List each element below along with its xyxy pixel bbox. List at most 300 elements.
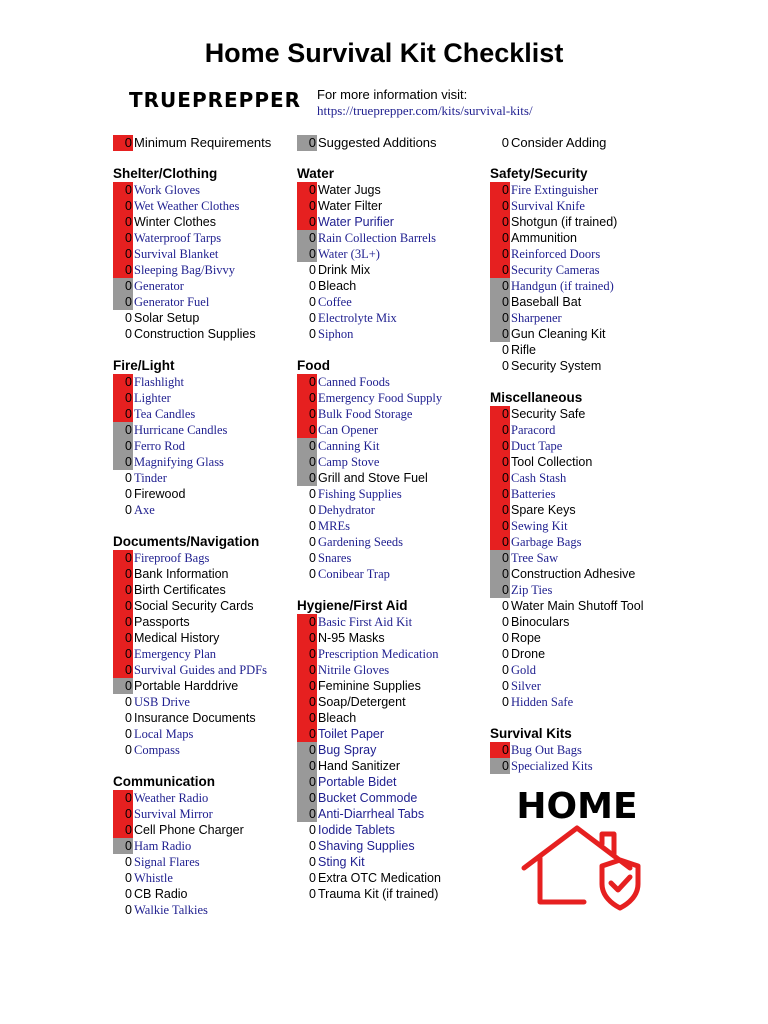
- item-label[interactable]: Generator Fuel: [134, 295, 210, 309]
- checklist-item-camp-stove[interactable]: [297, 454, 487, 470]
- item-label[interactable]: Walkie Talkies: [134, 903, 208, 917]
- item-label: Soap/Detergent: [318, 695, 406, 709]
- checklist-item-fireproof-bags[interactable]: [113, 550, 303, 566]
- checklist-item-generator[interactable]: [113, 278, 303, 294]
- item-count: 0: [113, 454, 133, 470]
- checklist-item-specialized-kits[interactable]: [490, 758, 680, 774]
- checklist-item-hurricane-candles[interactable]: [113, 422, 303, 438]
- item-label[interactable]: Siphon: [318, 327, 354, 341]
- item-label[interactable]: Whistle: [134, 871, 173, 885]
- checklist-item-axe[interactable]: [113, 502, 303, 518]
- item-count: 0: [113, 566, 133, 582]
- item-count: 0: [502, 615, 509, 629]
- checklist-item-dehydrator[interactable]: [297, 502, 487, 518]
- item-label[interactable]: Gardening Seeds: [318, 535, 404, 549]
- checklist-item-grill-and-stove-fuel: [297, 470, 487, 486]
- item-label[interactable]: Survival Knife: [511, 199, 585, 213]
- item-count: 0: [113, 614, 133, 630]
- checklist-item-water-purifier[interactable]: [297, 214, 487, 230]
- item-label[interactable]: Handgun (if trained): [511, 279, 614, 293]
- checklist-item-tea-candles[interactable]: [113, 406, 303, 422]
- checklist-item-wet-weather-clothes[interactable]: [113, 198, 303, 214]
- item-label[interactable]: Silver: [511, 679, 541, 693]
- item-label: Tool Collection: [511, 455, 593, 469]
- checklist-item-construction-supplies: [113, 326, 303, 342]
- checklist-item-signal-flares[interactable]: [113, 854, 303, 870]
- item-label[interactable]: Weather Radio: [134, 791, 209, 805]
- info-text: For more information visit:: [317, 87, 468, 102]
- checklist-item-survival-knife[interactable]: [490, 198, 680, 214]
- item-label: Grill and Stove Fuel: [318, 471, 428, 485]
- item-count: 0: [309, 263, 316, 277]
- checklist-item-tree-saw[interactable]: [490, 550, 680, 566]
- item-count: 0: [297, 774, 317, 790]
- trueprepper-logo[interactable]: TRUEPREPPER: [129, 88, 302, 112]
- item-label[interactable]: Rain Collection Barrels: [318, 231, 437, 245]
- item-label[interactable]: Magnifying Glass: [134, 455, 224, 469]
- checklist-item-bug-spray[interactable]: [297, 742, 487, 758]
- item-count: 0: [309, 519, 316, 533]
- item-label[interactable]: Garbage Bags: [511, 535, 582, 549]
- item-label[interactable]: Local Maps: [134, 727, 194, 741]
- item-label: Winter Clothes: [134, 215, 216, 229]
- item-label[interactable]: Shaving Supplies: [318, 839, 415, 853]
- item-count: 0: [113, 278, 133, 294]
- item-count: 0: [490, 406, 510, 422]
- info-block: [317, 87, 533, 119]
- checklist-item-hand-sanitizer: [297, 758, 487, 774]
- item-count: 0: [490, 246, 510, 262]
- item-count: 0: [502, 631, 509, 645]
- checklist-item-canned-foods[interactable]: [297, 374, 487, 390]
- item-label[interactable]: Fireproof Bags: [134, 551, 210, 565]
- item-label[interactable]: Lighter: [134, 391, 171, 405]
- legend-label: Consider Adding: [511, 135, 607, 150]
- item-count: 0: [490, 198, 510, 214]
- checklist-item-nitrile-gloves[interactable]: [297, 662, 487, 678]
- item-label: Firewood: [134, 487, 186, 501]
- section-heading-shelter-clothing: Shelter/Clothing: [113, 166, 218, 181]
- item-label[interactable]: Electrolyte Mix: [318, 311, 397, 325]
- checklist-item-generator-fuel[interactable]: [113, 294, 303, 310]
- item-label[interactable]: Waterproof Tarps: [134, 231, 222, 245]
- legend-swatch-gray: 0: [297, 135, 317, 151]
- item-count: 0: [297, 790, 317, 806]
- item-label: Spare Keys: [511, 503, 576, 517]
- section-heading-survival-kits: Survival Kits: [490, 726, 572, 741]
- checklist-item-garbage-bags[interactable]: [490, 534, 680, 550]
- section-spacer: [113, 342, 303, 358]
- checklist-item-trauma-kit-if-trained: [297, 886, 487, 902]
- checklist-item-weather-radio[interactable]: [113, 790, 303, 806]
- checklist-item-conibear-trap[interactable]: [297, 566, 487, 582]
- checklist-item-water-jugs: [297, 182, 487, 198]
- item-count: 0: [113, 630, 133, 646]
- checklist-item-fishing-supplies[interactable]: [297, 486, 487, 502]
- item-count: 0: [297, 742, 317, 758]
- checklist-item-toilet-paper[interactable]: [297, 726, 487, 742]
- item-count: 0: [113, 214, 133, 230]
- checklist-item-emergency-plan[interactable]: [113, 646, 303, 662]
- item-count: 0: [297, 678, 317, 694]
- column-middle: [297, 166, 487, 902]
- item-label[interactable]: Cash Stash: [511, 471, 567, 485]
- item-label[interactable]: Tinder: [134, 471, 167, 485]
- item-count: 0: [502, 359, 509, 373]
- item-count: 0: [502, 695, 509, 709]
- item-label[interactable]: Signal Flares: [134, 855, 200, 869]
- item-count: 0: [297, 694, 317, 710]
- checklist-item-bleach: [297, 710, 487, 726]
- item-count: 0: [490, 518, 510, 534]
- item-count: 0: [125, 903, 132, 917]
- checklist-item-compass[interactable]: [113, 742, 303, 758]
- item-count: 0: [125, 695, 132, 709]
- section-spacer: [490, 374, 680, 390]
- checklist-item-bulk-food-storage[interactable]: [297, 406, 487, 422]
- item-count: 0: [125, 743, 132, 757]
- item-count: 0: [502, 599, 509, 613]
- legend-label: Suggested Additions: [318, 135, 437, 150]
- item-count: 0: [297, 438, 317, 454]
- item-count: 0: [309, 279, 316, 293]
- checklist-item-construction-adhesive: [490, 566, 680, 582]
- checklist-item-batteries[interactable]: [490, 486, 680, 502]
- checklist-item-silver[interactable]: [490, 678, 680, 694]
- checklist-item-rope: [490, 630, 680, 646]
- item-label[interactable]: Tea Candles: [134, 407, 196, 421]
- checklist-item-duct-tape[interactable]: [490, 438, 680, 454]
- item-label: Water Filter: [318, 199, 383, 213]
- item-label[interactable]: Tree Saw: [511, 551, 559, 565]
- home-graphic: [492, 782, 662, 920]
- checklist-item-gardening-seeds[interactable]: [297, 534, 487, 550]
- item-count: 0: [309, 311, 316, 325]
- page-title: Home Survival Kit Checklist: [204, 38, 564, 68]
- checklist-item-walkie-talkies[interactable]: [113, 902, 303, 918]
- item-label[interactable]: Canned Foods: [318, 375, 390, 389]
- section-spacer: [113, 518, 303, 534]
- item-count: 0: [125, 487, 132, 501]
- item-label: Rope: [511, 631, 541, 645]
- legend-label: Minimum Requirements: [134, 135, 272, 150]
- section-spacer: [297, 342, 487, 358]
- home-graphic-text: HOME: [516, 786, 638, 827]
- item-label[interactable]: USB Drive: [134, 695, 190, 709]
- checklist-item-ferro-rod[interactable]: [113, 438, 303, 454]
- legend-minimum: [113, 135, 271, 151]
- section-heading-food: Food: [297, 358, 330, 373]
- checklist-item-work-gloves[interactable]: [113, 182, 303, 198]
- checklist-item-fire-extinguisher[interactable]: [490, 182, 680, 198]
- item-label[interactable]: MREs: [318, 519, 350, 533]
- checklist-item-usb-drive[interactable]: [113, 694, 303, 710]
- item-label[interactable]: Gold: [511, 663, 536, 677]
- checklist-item-shotgun-if-trained: [490, 214, 680, 230]
- item-label: Portable Harddrive: [134, 679, 239, 693]
- item-count: 0: [490, 326, 510, 342]
- legend-swatch-red: 0: [113, 135, 133, 151]
- checklist-item-sharpener[interactable]: [490, 310, 680, 326]
- item-label[interactable]: Bug Spray: [318, 743, 377, 757]
- item-label[interactable]: Basic First Aid Kit: [318, 615, 413, 629]
- checklist-item-electrolyte-mix[interactable]: [297, 310, 487, 326]
- item-count: 0: [309, 327, 316, 341]
- item-label[interactable]: Bug Out Bags: [511, 743, 582, 757]
- item-count: 0: [113, 198, 133, 214]
- item-count: 0: [490, 278, 510, 294]
- item-label[interactable]: Work Gloves: [134, 183, 200, 197]
- section-heading-communication: Communication: [113, 774, 216, 789]
- checklist-item-rifle: [490, 342, 680, 358]
- checklist-item-bucket-commode[interactable]: [297, 790, 487, 806]
- info-link[interactable]: https://trueprepper.com/kits/survival-kits/: [317, 103, 533, 118]
- item-count: 0: [113, 438, 133, 454]
- checklist-item-cell-phone-charger: [113, 822, 303, 838]
- item-count: 0: [125, 311, 132, 325]
- checklist-item-handgun-if-trained[interactable]: [490, 278, 680, 294]
- item-count: 0: [490, 454, 510, 470]
- item-label[interactable]: Axe: [134, 503, 155, 517]
- item-label: Gun Cleaning Kit: [511, 327, 606, 341]
- item-count: 0: [490, 422, 510, 438]
- item-count: 0: [490, 550, 510, 566]
- item-label[interactable]: Fishing Supplies: [318, 487, 402, 501]
- checklist-item-security-cameras[interactable]: [490, 262, 680, 278]
- item-label[interactable]: Zip Ties: [511, 583, 553, 597]
- checklist-item-survival-guides-and-pdfs[interactable]: [113, 662, 303, 678]
- checklist-item-zip-ties[interactable]: [490, 582, 680, 598]
- item-label[interactable]: Hidden Safe: [511, 695, 574, 709]
- item-label[interactable]: Paracord: [511, 423, 556, 437]
- item-count: 0: [502, 647, 509, 661]
- item-label[interactable]: Generator: [134, 279, 184, 293]
- item-label[interactable]: Camp Stove: [318, 455, 380, 469]
- checklist-item-whistle[interactable]: [113, 870, 303, 886]
- item-label[interactable]: Ham Radio: [134, 839, 192, 853]
- checklist-item-can-opener[interactable]: [297, 422, 487, 438]
- item-label: Shotgun (if trained): [511, 215, 618, 229]
- item-count: 0: [297, 374, 317, 390]
- item-count: 0: [490, 182, 510, 198]
- item-label[interactable]: Reinforced Doors: [511, 247, 601, 261]
- item-count: 0: [490, 262, 510, 278]
- item-label[interactable]: Iodide Tablets: [318, 823, 395, 837]
- checklist-item-hidden-safe[interactable]: [490, 694, 680, 710]
- item-label[interactable]: Can Opener: [318, 423, 379, 437]
- checklist-item-snares[interactable]: [297, 550, 487, 566]
- item-label: Water Main Shutoff Tool: [511, 599, 644, 613]
- checklist-item-anti-diarrheal-tabs[interactable]: [297, 806, 487, 822]
- item-label: Ammunition: [511, 231, 577, 245]
- item-label[interactable]: Coffee: [318, 295, 352, 309]
- checklist-item-portable-bidet[interactable]: [297, 774, 487, 790]
- item-label[interactable]: Survival Blanket: [134, 247, 219, 261]
- item-count: 0: [309, 823, 316, 837]
- item-count: 0: [309, 871, 316, 885]
- item-count: 0: [297, 406, 317, 422]
- checklist-item-cash-stash[interactable]: [490, 470, 680, 486]
- item-label[interactable]: Toilet Paper: [318, 727, 385, 741]
- item-count: 0: [490, 582, 510, 598]
- item-label[interactable]: Emergency Plan: [134, 647, 217, 661]
- checklist-item-local-maps[interactable]: [113, 726, 303, 742]
- item-count: 0: [309, 551, 316, 565]
- item-count: 0: [113, 422, 133, 438]
- item-count: 0: [297, 230, 317, 246]
- item-label[interactable]: Batteries: [511, 487, 556, 501]
- item-count: 0: [297, 390, 317, 406]
- item-label[interactable]: Bucket Commode: [318, 791, 418, 805]
- item-label[interactable]: Flashlight: [134, 375, 185, 389]
- legend-consider: [490, 135, 606, 151]
- item-count: 0: [490, 310, 510, 326]
- item-count: 0: [309, 487, 316, 501]
- item-count: 0: [113, 294, 133, 310]
- item-label[interactable]: Sewing Kit: [511, 519, 568, 533]
- item-count: 0: [113, 806, 133, 822]
- item-label[interactable]: Snares: [318, 551, 352, 565]
- checklist-item-portable-harddrive: [113, 678, 303, 694]
- house-shield-check-icon: [524, 828, 638, 908]
- item-count: 0: [125, 871, 132, 885]
- item-label[interactable]: Bulk Food Storage: [318, 407, 413, 421]
- checklist-item-coffee[interactable]: [297, 294, 487, 310]
- checklist-item-canning-kit[interactable]: [297, 438, 487, 454]
- item-count: 0: [490, 502, 510, 518]
- checklist-item-water-filter: [297, 198, 487, 214]
- item-count: 0: [125, 327, 132, 341]
- section-heading-water: Water: [297, 166, 335, 181]
- item-count: 0: [113, 230, 133, 246]
- item-count: 0: [490, 486, 510, 502]
- item-label[interactable]: Water (3L+): [318, 247, 380, 261]
- checklist-item-ammunition: [490, 230, 680, 246]
- item-label: Baseball Bat: [511, 295, 582, 309]
- checklist-item-rain-collection-barrels[interactable]: [297, 230, 487, 246]
- item-count: 0: [113, 374, 133, 390]
- section-spacer: [490, 710, 680, 726]
- item-label[interactable]: Nitrile Gloves: [318, 663, 390, 677]
- item-label: Trauma Kit (if trained): [318, 887, 439, 901]
- item-label[interactable]: Sleeping Bag/Bivvy: [134, 263, 236, 277]
- item-label[interactable]: Sting Kit: [318, 855, 365, 869]
- checklist-item-lighter[interactable]: [113, 390, 303, 406]
- item-label[interactable]: Wet Weather Clothes: [134, 199, 240, 213]
- item-count: 0: [125, 471, 132, 485]
- checklist-item-sewing-kit[interactable]: [490, 518, 680, 534]
- checklist-item-medical-history: [113, 630, 303, 646]
- item-count: 0: [113, 246, 133, 262]
- item-label[interactable]: Canning Kit: [318, 439, 380, 453]
- item-label[interactable]: Survival Guides and PDFs: [134, 663, 267, 677]
- checklist-item-tool-collection: [490, 454, 680, 470]
- checklist-item-n-95-masks: [297, 630, 487, 646]
- checklist-item-shaving-supplies[interactable]: [297, 838, 487, 854]
- item-label[interactable]: Water Purifier: [318, 215, 394, 229]
- item-label: Medical History: [134, 631, 220, 645]
- item-label[interactable]: Sharpener: [511, 311, 562, 325]
- checklist-item-flashlight[interactable]: [113, 374, 303, 390]
- checklist-item-magnifying-glass[interactable]: [113, 454, 303, 470]
- checklist-item-basic-first-aid-kit[interactable]: [297, 614, 487, 630]
- item-label: Insurance Documents: [134, 711, 256, 725]
- checklist-item-ham-radio[interactable]: [113, 838, 303, 854]
- item-count: 0: [113, 262, 133, 278]
- checklist-item-water-3l[interactable]: [297, 246, 487, 262]
- checklist-item-reinforced-doors[interactable]: [490, 246, 680, 262]
- item-label[interactable]: Conibear Trap: [318, 567, 390, 581]
- item-count: 0: [309, 887, 316, 901]
- item-label[interactable]: Anti-Diarrheal Tabs: [318, 807, 425, 821]
- item-count: 0: [113, 662, 133, 678]
- item-label[interactable]: Emergency Food Supply: [318, 391, 443, 405]
- item-count: 0: [490, 758, 510, 774]
- item-count: 0: [490, 566, 510, 582]
- checklist-item-sleeping-bag-bivvy[interactable]: [113, 262, 303, 278]
- item-label[interactable]: Portable Bidet: [318, 775, 397, 789]
- checklist-item-paracord[interactable]: [490, 422, 680, 438]
- item-label: Hand Sanitizer: [318, 759, 400, 773]
- item-count: 0: [297, 214, 317, 230]
- item-label[interactable]: Duct Tape: [511, 439, 563, 453]
- checklist-item-waterproof-tarps[interactable]: [113, 230, 303, 246]
- item-label: N-95 Masks: [318, 631, 385, 645]
- item-count: 0: [297, 182, 317, 198]
- checklist-item-mres[interactable]: [297, 518, 487, 534]
- checklist-item-sting-kit[interactable]: [297, 854, 487, 870]
- item-label[interactable]: Compass: [134, 743, 180, 757]
- item-label[interactable]: Fire Extinguisher: [511, 183, 599, 197]
- item-count: 0: [309, 503, 316, 517]
- item-count: 0: [297, 422, 317, 438]
- item-label[interactable]: Hurricane Candles: [134, 423, 228, 437]
- section-heading-miscellaneous: Miscellaneous: [490, 390, 583, 405]
- checklist-item-prescription-medication[interactable]: [297, 646, 487, 662]
- item-label[interactable]: Ferro Rod: [134, 439, 186, 453]
- item-count: 0: [297, 806, 317, 822]
- checklist-item-gold[interactable]: [490, 662, 680, 678]
- item-label[interactable]: Prescription Medication: [318, 647, 439, 661]
- section-heading-fire-light: Fire/Light: [113, 358, 175, 373]
- checklist-item-tinder[interactable]: [113, 470, 303, 486]
- checklist-item-bank-information: [113, 566, 303, 582]
- checklist-item-emergency-food-supply[interactable]: [297, 390, 487, 406]
- item-label[interactable]: Survival Mirror: [134, 807, 213, 821]
- item-count: 0: [113, 678, 133, 694]
- item-label[interactable]: Specialized Kits: [511, 759, 593, 773]
- item-label: Drink Mix: [318, 263, 371, 277]
- checklist-item-bug-out-bags[interactable]: [490, 742, 680, 758]
- checklist-item-survival-blanket[interactable]: [113, 246, 303, 262]
- item-label[interactable]: Security Cameras: [511, 263, 600, 277]
- item-label: Construction Adhesive: [511, 567, 636, 581]
- item-count: 0: [490, 294, 510, 310]
- item-count: 0: [113, 838, 133, 854]
- checklist-item-social-security-cards: [113, 598, 303, 614]
- item-label: Rifle: [511, 343, 537, 357]
- item-label[interactable]: Dehydrator: [318, 503, 375, 517]
- item-count: 0: [309, 295, 316, 309]
- checklist-item-soap-detergent: [297, 694, 487, 710]
- checklist-item-siphon[interactable]: [297, 326, 487, 342]
- item-label: Extra OTC Medication: [318, 871, 441, 885]
- item-count: 0: [502, 679, 509, 693]
- checklist-item-survival-mirror[interactable]: [113, 806, 303, 822]
- checklist-item-water-main-shutoff-tool: [490, 598, 680, 614]
- section-heading-safety-security: Safety/Security: [490, 166, 588, 181]
- checklist-item-iodide-tablets[interactable]: [297, 822, 487, 838]
